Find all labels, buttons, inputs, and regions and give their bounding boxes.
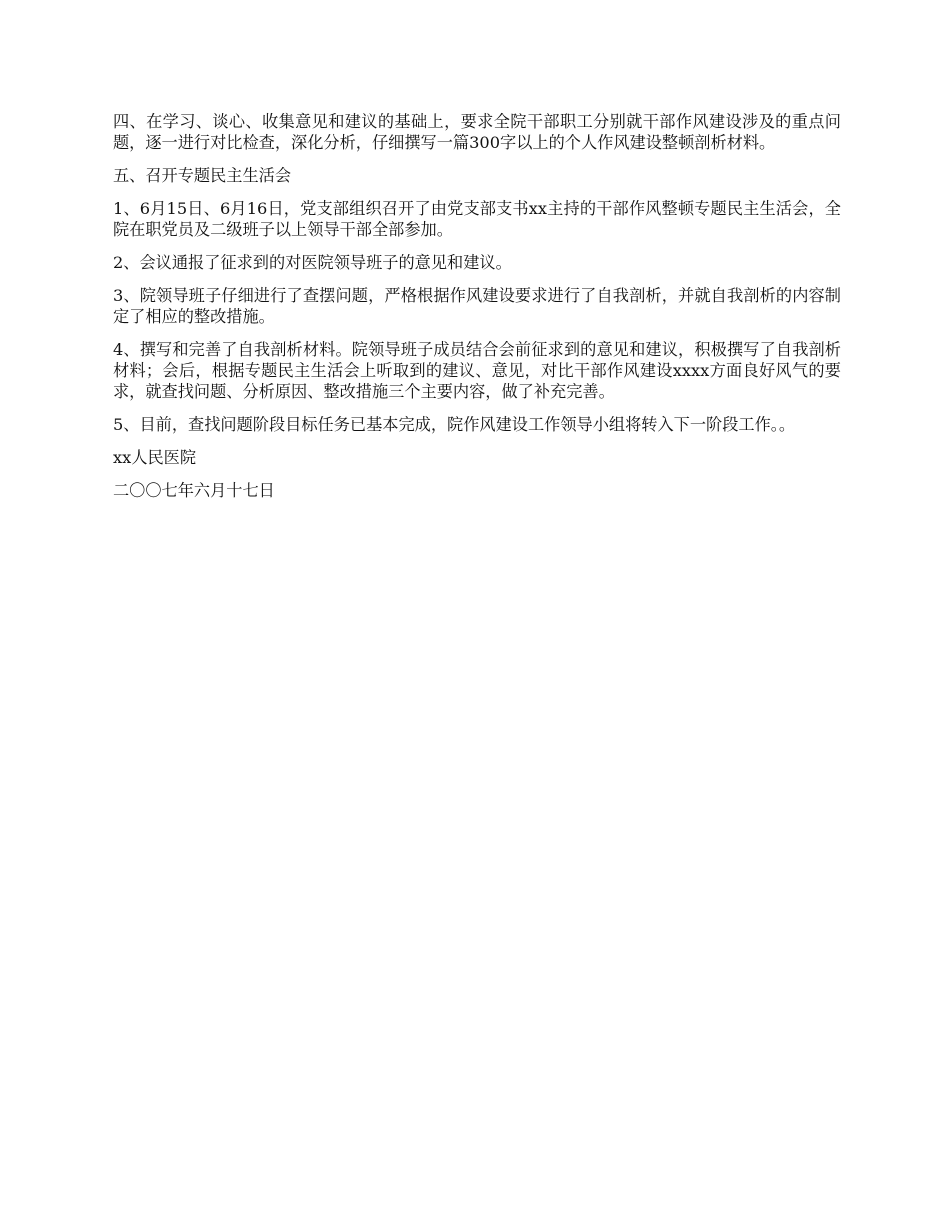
signature-date: 二〇〇七年六月十七日 [113, 481, 275, 500]
paragraph-item-3: 3、院领导班子仔细进行了查摆问题，严格根据作风建设要求进行了自我剖析，并就自我剖析的内容制定了相应的整改措施。 [113, 286, 841, 326]
paragraph-item-2: 2、会议通报了征求到的对医院领导班子的意见和建议。 [113, 253, 512, 272]
paragraph-4: 四、在学习、谈心、收集意见和建议的基础上，要求全院干部职工分别就干部作风建设涉及的重点问题，逐一进行对比检查，深化分析，仔细撰写一篇300字以上的个人作风建设整顿剖析材料。 [113, 112, 841, 152]
paragraph-item-5: 5、目前，查找问题阶段目标任务已基本完成，院作风建设工作领导小组将转入下一阶段工作。。 [113, 415, 796, 434]
signature-organization: xx人民医院 [113, 448, 197, 467]
paragraph-item-4: 4、撰写和完善了自我剖析材料。院领导班子成员结合会前征求到的意见和建议，积极撰写了自我剖析材料；会后，根据专题民主生活会上听取到的建议、意见，对比干部作风建设xxxx方面良好风气的要求，就查找问题、分析原因、整改措施三个主要内容，做了补充完善。 [113, 340, 841, 401]
paragraph-item-1: 1、6月15日、6月16日，党支部组织召开了由党支部支书xx主持的干部作风整顿专题民主生活会，全院在职党员及二级班子以上领导干部全部参加。 [113, 199, 841, 239]
document-body [113, 111, 841, 513]
section-heading-5: 五、召开专题民主生活会 [113, 166, 292, 185]
